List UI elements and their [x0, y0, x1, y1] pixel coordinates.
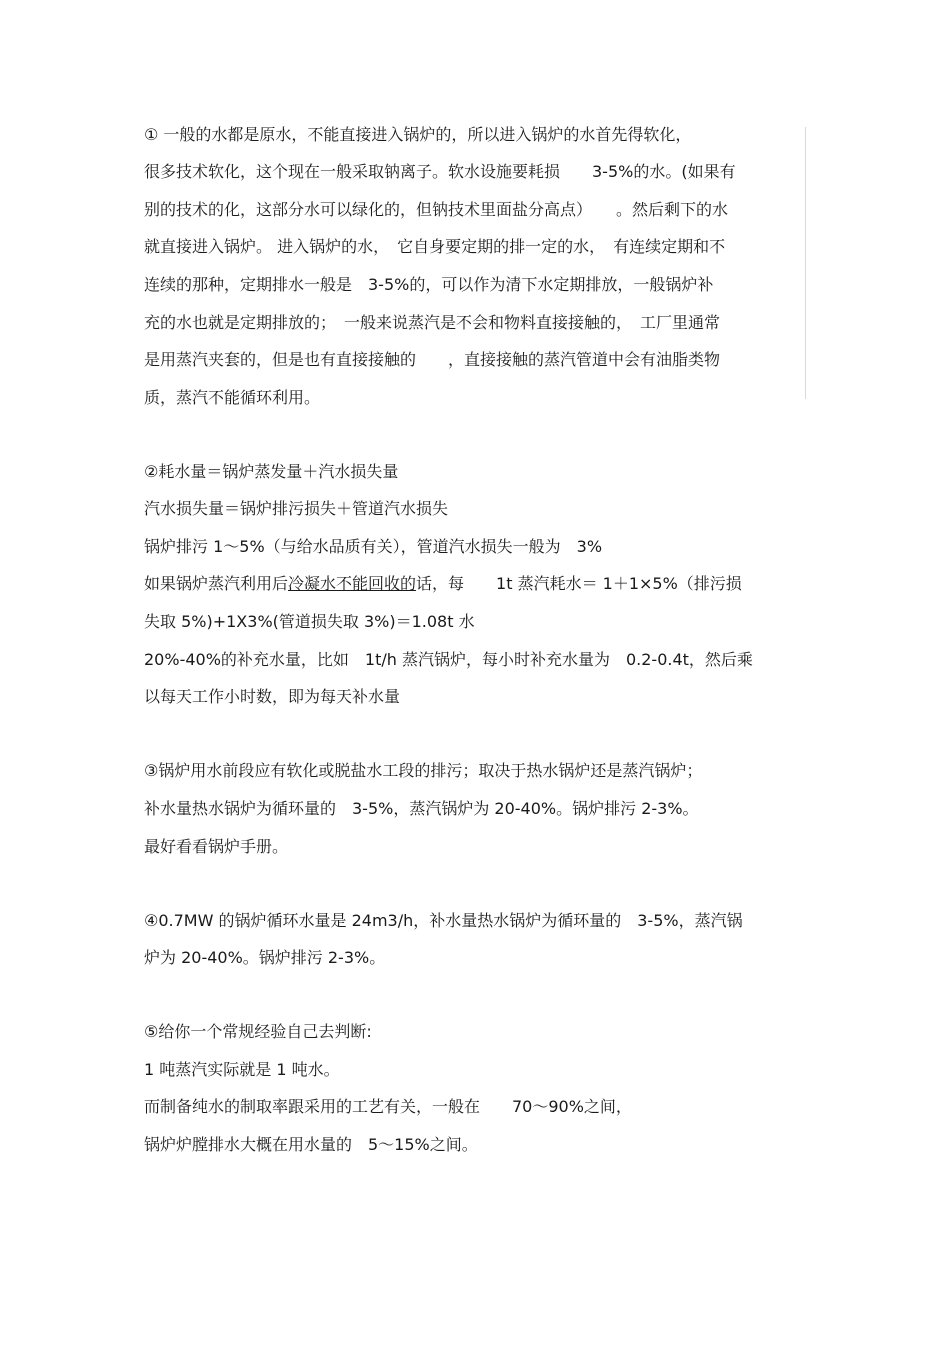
paragraph-1-line-7: 是用蒸汽夹套的，但是也有直接接触的 ，直接接触的蒸汽管道中会有油脂类物 — [144, 350, 721, 369]
paragraph-3-line-1: ③锅炉用水前段应有软化或脱盐水工段的排污；取决于热水锅炉还是蒸汽锅炉； — [144, 761, 703, 780]
paragraph-2-line-1: ②耗水量＝锅炉蒸发量＋汽水损失量 — [144, 462, 399, 481]
paragraph-5-line-3: 而制备纯水的制取率跟采用的工艺有关，一般在 70～90%之间， — [144, 1097, 632, 1116]
paragraph-2-line-5: 失取 5%)+1X3%(管道损失取 3%)＝1.08t 水 — [144, 612, 475, 631]
paragraph-2-line-4 — [144, 573, 742, 595]
paragraph-1-line-4: 就直接进入锅炉。 进入锅炉的水， 它自身要定期的排一定的水， 有连续定期和不 — [144, 237, 726, 256]
paragraph-2-line-6: 20%-40%的补充水量，比如 1t/h 蒸汽锅炉，每小时补充水量为 0.2-0.4t，然后乘 — [144, 650, 753, 669]
paragraph-3-line-2: 补水量热水锅炉为循环量的 3-5%，蒸汽锅炉为 20-40%。锅炉排污 2-3%。 — [144, 799, 699, 818]
paragraph-4-line-1: ④0.7MW 的锅炉循环水量是 24m3/h，补水量热水锅炉为循环量的 3-5%，蒸汽锅 — [144, 911, 743, 930]
line-4-prefix: 如果锅炉蒸汽利用后 — [144, 574, 289, 593]
paragraph-1-line-6: 充的水也就是定期排放的； 一般来说蒸汽是不会和物料直接接触的， 工厂里通常 — [144, 313, 721, 332]
paragraph-1-line-2: 很多技术软化，这个现在一般采取钠离子。软水设施要耗损 3-5%的水。(如果有 — [144, 162, 736, 181]
paragraph-2-line-7: 以每天工作小时数，即为每天补水量 — [144, 687, 401, 706]
paragraph-3-line-3: 最好看看锅炉手册。 — [144, 837, 289, 856]
underlined-phrase: 冷凝水不能回收的 — [288, 574, 417, 593]
paragraph-1-line-8: 质，蒸汽不能循环利用。 — [144, 388, 321, 407]
paragraph-1-line-5: 连续的那种，定期排水一般是 3-5%的，可以作为清下水定期排放，一般锅炉补 — [144, 275, 714, 294]
paragraph-2-line-3: 锅炉排污 1～5%（与给水品质有关），管道汽水损失一般为 3% — [144, 537, 603, 556]
paragraph-1-line-1: ① 一般的水都是原水，不能直接进入锅炉的，所以进入锅炉的水首先得软化， — [144, 125, 692, 144]
paragraph-2-line-2: 汽水损失量＝锅炉排污损失＋管道汽水损失 — [144, 499, 449, 518]
line-4-suffix: 话，每 1t 蒸汽耗水＝ 1＋1×5%（排污损 — [416, 574, 742, 593]
paragraph-4-line-2: 炉为 20-40%。锅炉排污 2-3%。 — [144, 948, 386, 967]
margin-rule — [805, 127, 806, 399]
paragraph-5-line-2: 1 吨蒸汽实际就是 1 吨水。 — [144, 1060, 340, 1079]
paragraph-5-line-1: ⑤给你一个常规经验自己去判断: — [144, 1022, 372, 1041]
paragraph-5-line-4: 锅炉炉膛排水大概在用水量的 5～15%之间。 — [144, 1135, 478, 1154]
paragraph-1-line-3: 别的技术的化，这部分水可以绿化的，但钠技术里面盐分高点） 。然后剩下的水 — [144, 200, 729, 219]
